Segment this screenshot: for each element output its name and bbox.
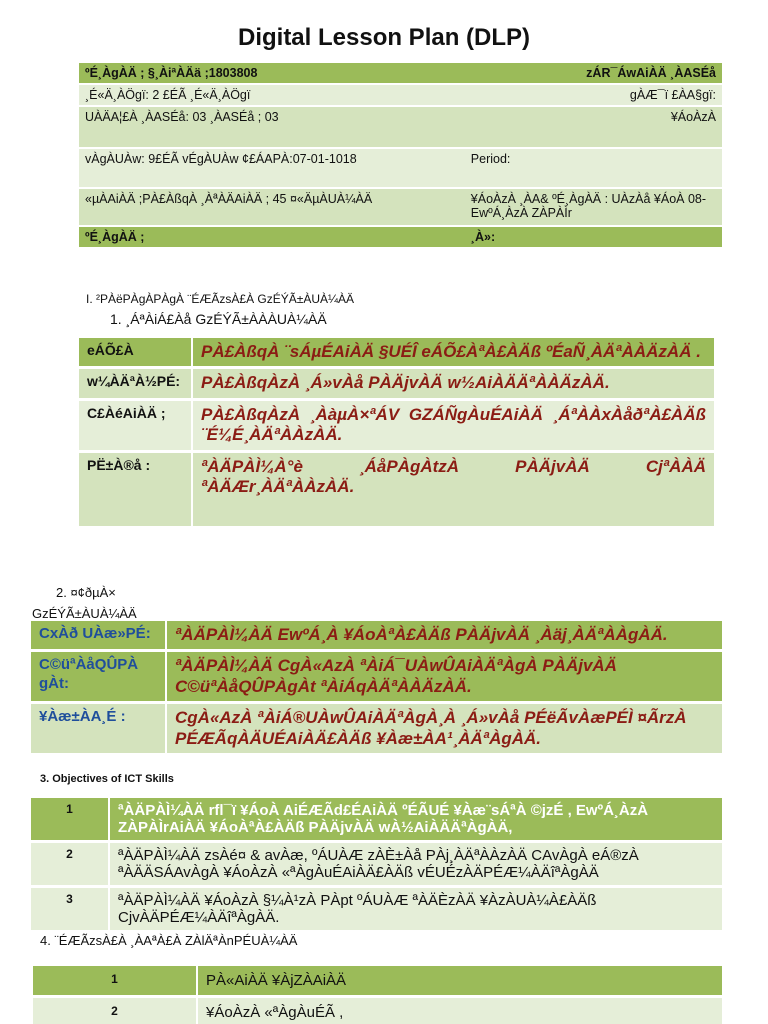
table-row — [79, 451, 714, 527]
section4-heading: 4. ¨ÉÆÃzsÀ£À ¸ÀAªÀ£À ZÀlÄªÀnPÉUÀ¼ÀÄ — [40, 933, 298, 948]
signature-cell: ¸À»: — [465, 226, 722, 248]
objective-label: PË±À®å : — [79, 451, 192, 527]
table-row — [31, 703, 722, 755]
table-row — [33, 966, 722, 997]
instructional-label: C©üªÀåQÛPÀ gÀt: — [31, 651, 166, 703]
group-number-cell: UÀÄA¦£À ¸ÀASÉå: 03 ¸ÀASÉå ; 03 — [79, 106, 465, 148]
section1-heading: I. ²PÀëPÀgÀPÀgÀ ¨ÉÆÃzsÀ£À GzÉÝÃ±ÀUÀ¼ÀÄ — [86, 292, 355, 306]
registration-number-cell: zÁR¯ÁwAiÀÄ ¸ÀASÉå — [465, 63, 722, 84]
instructional-text: CgÀ«AzÀ ªÀiÁ®UÀwÛAiÀÄªÀgÀ¸À ¸Á»vÀå PÉëÃvÀæPÉÌ ¤ÃrzÀ PÉÆÃqÀÄUÉAiÀÄ£ÀÄß ¥Àæ±ÀA¹¸ÀÄªÀgÀÄ. — [166, 703, 722, 755]
class-date-cell: vÀgÀUÀw: 9£ÉÃ vÉgÀUÀw ¢£ÁAPÀ:07-01-1018 — [79, 148, 465, 188]
ict-objectives-table — [31, 798, 722, 933]
table-row — [31, 651, 722, 703]
ict-text: ªÀÄPÀÌ¼ÀÄ zsÀé¤ & avÀæ, ºÁUÀÆ zÀÈ±Àå PÀj¸ÀÄªÀÀzÀÄ CAvÀgÀ eÁ®zÀ ªÀÄÄSÁAvÀgÀ ¥ÁoÀzÀ «ªÀgÀuÉAiÀÄ£ÀÄß vÉUÉzÀÄPÉÆ¼ÀÄîªÀgÀÄ — [109, 842, 722, 887]
objective-text: PÀ£ÀßqÀ ¨sÁµÉAiÀÄ §UÉÎ eÁÕ£ÀªÀ£ÀÄß ºÉaÑ¸ÀÄªÀÀÄzÀÄ . — [192, 338, 714, 368]
activity-text: ¥ÁoÀzÀ «ªÀgÀuÉÃ , — [197, 997, 722, 1024]
ict-number: 2 — [31, 842, 109, 887]
section2-subheading: GzÉÝÃ±ÀUÀ¼ÀÄ — [32, 606, 137, 621]
activity-number: 2 — [33, 997, 197, 1024]
general-objectives-table — [79, 338, 714, 529]
table-row — [79, 399, 714, 451]
table-row — [31, 798, 722, 842]
teaching-activities-table — [33, 966, 722, 1024]
table-row — [31, 887, 722, 932]
table-row — [31, 621, 722, 651]
lesson-title-cell: ¥ÁoÀzÀ ¸ÀA& ºÉ¸ÀgÀÄ : UÀzÀå ¥ÁoÀ 08- EwºÁ¸ÀzÀ ZÀPÀÌr — [465, 188, 722, 226]
table-row — [79, 368, 714, 399]
name-cell: ºÉ¸ÀgÀÄ ; — [79, 226, 465, 248]
section3-heading: 3. Objectives of ICT Skills — [40, 773, 174, 785]
lesson-info-table — [79, 63, 722, 249]
institution-cell: ºÉ¸ÀgÀÄ ; §¸ÀiªÀÄä ;1803808 — [79, 63, 465, 84]
objective-label: C£ÀéAiÀÄ ; — [79, 399, 192, 451]
objective-text: ªÀÄPÀÌ¼À°è ¸ÁåPÀgÀtzÀ PÀÄjvÀÄ CjªÀÀÄ ªÀÄÆr¸ÀÄªÀÀzÀÄ. — [192, 451, 714, 527]
ict-number: 1 — [31, 798, 109, 842]
instructional-text: ªÀÄPÀÌ¼ÀÄ EwºÁ¸À ¥ÁoÀªÀ£ÀÄß PÀÄjvÀÄ ¸Àäj¸ÀÄªÀÀgÀÄ. — [166, 621, 722, 651]
section1-subheading: 1. ¸ÁªÀiÁ£Àå GzÉÝÃ±ÀÀÀUÀ¼ÀÄ — [110, 311, 327, 327]
subject-time-cell: «µÀAiÀÄ ;PÀ£ÀßqÀ ¸ÀªÀÄAiÀÄ ; 45 ¤«ÄµÀUÀ¼ÀÄ — [79, 188, 465, 226]
semester-cell: ¸É«Ä¸ÀÖgï: 2 £ÉÃ ¸É«Ä¸ÀÖgï — [79, 84, 465, 106]
objective-text: PÀ£ÀßqÀzÀ ¸ÀàµÀ×ªÁV GZÁÑgÀuÉAiÀÄ ¸ÁªÀÀxÀåðªÀ£ÀÄß ¨É¼É¸ÀÄªÀÀzÀÄ. — [192, 399, 714, 451]
activity-text: PÀ«AiÀÄ ¥ÀjZÀAiÀÄ — [197, 966, 722, 997]
objective-label: w¼ÀÄªÀ½PÉ: — [79, 368, 192, 399]
instructional-label: CxÀð UÀæ»PÉ: — [31, 621, 166, 651]
ict-text: ªÀÄPÀÌ¼ÀÄ rfl¯ï ¥ÁoÀ AiÉÆÃd£ÉAiÀÄ ºÉÃUÉ ¥Àæ¨sÁªÀ ©jzÉ , EwºÁ¸ÀzÀ ZÀPÀÌrAiÀÄ ¥ÁoÀªÀ£ÀÄß PÀÄjvÀÄ wÀ½AiÀÄÄªÀgÀÄ, — [109, 798, 722, 842]
instructional-text: ªÀÄPÀÌ¼ÀÄ CgÀ«AzÀ ªÀiÁ¯UÀwÛAiÀÄªÀgÀ PÀÄjvÀÄ C©üªÀåQÛPÀgÀt ªÀiÁqÀÄªÀÀÄzÀÄ. — [166, 651, 722, 703]
ict-text: ªÀÄPÀÌ¼ÀÄ ¥ÁoÀzÀ §¼À¹zÀ PÀpt ºÁUÀÆ ªÀÄÈzÀÄ ¥ÀzÀUÀ¼À£ÀÄß CjvÀÄPÉÆ¼ÀÄîªÀgÀÄ. — [109, 887, 722, 932]
period-cell: Period: — [465, 148, 722, 188]
objective-label: eÁÕ£À — [79, 338, 192, 368]
lesson-cell: ¥ÁoÀzÀ — [465, 106, 722, 148]
activity-number: 1 — [33, 966, 197, 997]
specific-objectives-table — [31, 621, 722, 756]
roll-number-cell: gÀÆ¯ï £ÀA§gï: — [465, 84, 722, 106]
table-row — [79, 338, 714, 368]
objective-text: PÀ£ÀßqÀzÀ ¸Á»vÀå PÀÄjvÀÄ w½AiÀÄÄªÀÀÄzÀÄ. — [192, 368, 714, 399]
table-row — [31, 842, 722, 887]
ict-number: 3 — [31, 887, 109, 932]
section2-heading: 2. ¤¢ðµÀ× — [56, 585, 116, 600]
instructional-label: ¥Àæ±ÀA¸É : — [31, 703, 166, 755]
page-title: Digital Lesson Plan (DLP) — [237, 24, 531, 51]
table-row — [33, 997, 722, 1024]
